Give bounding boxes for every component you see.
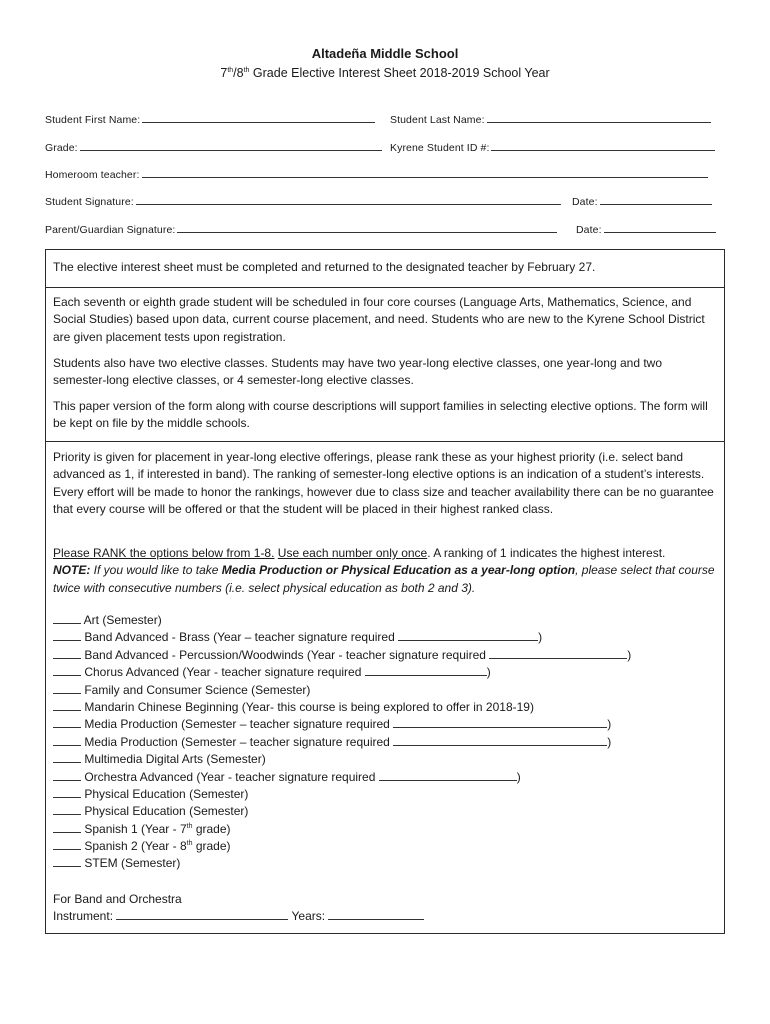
core-courses-paragraph: Each seventh or eighth grade student will be scheduled in four core courses (Language Arts, Mathematics, Science, and Social Studies) based upon data, current course placement, and need. Students who are new to the Kyrene School District are given placement tests upon registration.: [53, 295, 705, 344]
grade-seven-suffix: th: [227, 67, 234, 74]
teacher-signature-line[interactable]: [489, 647, 627, 659]
option-media-production-1: Media Production (Semester – teacher signature required ): [53, 716, 717, 733]
rank-blank[interactable]: [53, 682, 81, 694]
rank-instruction: Please RANK the options below from 1-8.: [53, 546, 275, 560]
student-signature-label: Student Signature:: [45, 196, 134, 208]
student-id-label: Kyrene Student ID #:: [390, 142, 490, 154]
priority-paragraph: Priority is given for placement in year-long elective offerings, please rank these as your highest priority (i.e. select band advanced as 1, if interested in band). The ranking of semester-long elective options is an indication of a student’s interests. Every effort will be made to honor the rankings, however due to class size and teacher availability there can be no guarantee that every course will be offered or that the student will be placed in their highest ranked class.: [53, 450, 714, 517]
rank-blank[interactable]: [53, 751, 81, 763]
option-band-brass: Band Advanced - Brass (Year – teacher signature required ): [53, 629, 717, 646]
teacher-signature-line[interactable]: [365, 664, 487, 676]
note-label: NOTE:: [53, 563, 91, 578]
option-stem: STEM (Semester): [53, 855, 717, 872]
rank-blank[interactable]: [53, 769, 81, 781]
grade-eight-suffix: th: [243, 67, 250, 74]
student-id-line[interactable]: [491, 140, 715, 151]
rank-blank[interactable]: [53, 647, 81, 659]
rank-blank[interactable]: [53, 855, 81, 867]
parent-date-line[interactable]: [604, 222, 716, 233]
subtitle-rest: Grade Elective Interest Sheet 2018-2019 School Year: [249, 66, 550, 80]
parent-signature-label: Parent/Guardian Signature:: [45, 224, 176, 236]
option-band-percussion: Band Advanced - Percussion/Woodwinds (Year - teacher signature required ): [53, 647, 717, 664]
grade-label: Grade:: [45, 142, 78, 154]
rank-blank[interactable]: [53, 629, 81, 641]
last-name-line[interactable]: [487, 112, 711, 123]
band-orchestra-section: [53, 891, 717, 926]
ranking-instructions: [53, 545, 717, 597]
form-subtitle: [0, 66, 770, 80]
due-date-notice: The elective interest sheet must be completed and returned to the designated teacher by February 27.: [53, 260, 596, 274]
years-label: Years:: [291, 909, 326, 924]
homeroom-line[interactable]: [142, 167, 708, 178]
student-signature-field[interactable]: [45, 194, 561, 208]
option-family-consumer-science: Family and Consumer Science (Semester): [53, 682, 717, 699]
student-signature-line[interactable]: [136, 194, 561, 205]
rank-blank[interactable]: [53, 803, 81, 815]
last-name-label: Student Last Name:: [390, 114, 485, 126]
option-art: Art (Semester): [53, 612, 717, 629]
rank-once-instruction: Use each number only once: [277, 546, 428, 560]
rank-blank[interactable]: [53, 664, 81, 676]
option-spanish-2: Spanish 2 (Year - 8th grade): [53, 838, 717, 855]
option-multimedia-digital-arts: Multimedia Digital Arts (Semester): [53, 751, 717, 768]
grade-line[interactable]: [80, 140, 382, 151]
years-line[interactable]: [328, 908, 424, 920]
parent-signature-line[interactable]: [177, 222, 557, 233]
grade-field[interactable]: [45, 140, 382, 154]
student-date-line[interactable]: [600, 194, 712, 205]
note-emphasis: Media Production or Physical Education as a year-long option: [221, 563, 576, 578]
teacher-signature-line[interactable]: [398, 629, 538, 641]
homeroom-field[interactable]: [45, 167, 708, 181]
band-orchestra-heading: For Band and Orchestra: [53, 892, 182, 906]
teacher-signature-line[interactable]: [379, 769, 517, 781]
grade-eight: /8: [233, 66, 244, 80]
option-mandarin: Mandarin Chinese Beginning (Year- this course is being explored to offer in 2018-19): [53, 699, 717, 716]
teacher-signature-line[interactable]: [393, 716, 607, 728]
elective-classes-paragraph: Students also have two elective classes. Students may have two year-long elective classes, one year-long and two semester-long elective classes, or 4 semester-long elective classes.: [53, 356, 662, 388]
option-orchestra: Orchestra Advanced (Year - teacher signature required ): [53, 769, 717, 786]
instrument-line[interactable]: [116, 908, 288, 920]
school-name: Altadeña Middle School: [311, 46, 459, 61]
first-name-field[interactable]: [45, 112, 375, 126]
student-id-field[interactable]: [390, 140, 715, 154]
rank-blank[interactable]: [53, 821, 81, 833]
paper-form-paragraph: This paper version of the form along with course descriptions will support families in selecting elective options. The form will be kept on file by the middle schools.: [53, 399, 708, 431]
rank-blank[interactable]: [53, 699, 81, 711]
option-physical-education-2: Physical Education (Semester): [53, 803, 717, 820]
instrument-label: Instrument:: [53, 909, 114, 924]
first-name-label: Student First Name:: [45, 114, 141, 126]
rank-tail: . A ranking of 1 indicates the highest interest.: [427, 546, 666, 560]
note-text-c: , please select that course twice with consecutive numbers (i.e. select physical education as both 2 and 3).: [53, 563, 715, 595]
parent-date-label: Date:: [576, 224, 602, 236]
rank-blank[interactable]: [53, 786, 81, 798]
parent-signature-field[interactable]: [45, 222, 557, 236]
teacher-signature-line[interactable]: [393, 734, 607, 746]
option-chorus: Chorus Advanced (Year - teacher signature required ): [53, 664, 717, 681]
rank-blank[interactable]: [53, 612, 81, 624]
elective-options-list: [53, 612, 717, 873]
last-name-field[interactable]: [390, 112, 711, 126]
option-spanish-1: Spanish 1 (Year - 7th grade): [53, 821, 717, 838]
homeroom-label: Homeroom teacher:: [45, 169, 140, 181]
option-physical-education-1: Physical Education (Semester): [53, 786, 717, 803]
student-date-field[interactable]: [572, 194, 712, 208]
option-media-production-2: Media Production (Semester – teacher signature required ): [53, 734, 717, 751]
rank-blank[interactable]: [53, 838, 81, 850]
rank-blank[interactable]: [53, 716, 81, 728]
first-name-line[interactable]: [142, 112, 375, 123]
student-date-label: Date:: [572, 196, 598, 208]
grade-seven: 7: [220, 66, 228, 80]
note-text-a: If you would like to take: [90, 563, 222, 578]
parent-date-field[interactable]: [576, 222, 716, 236]
rank-blank[interactable]: [53, 734, 81, 746]
